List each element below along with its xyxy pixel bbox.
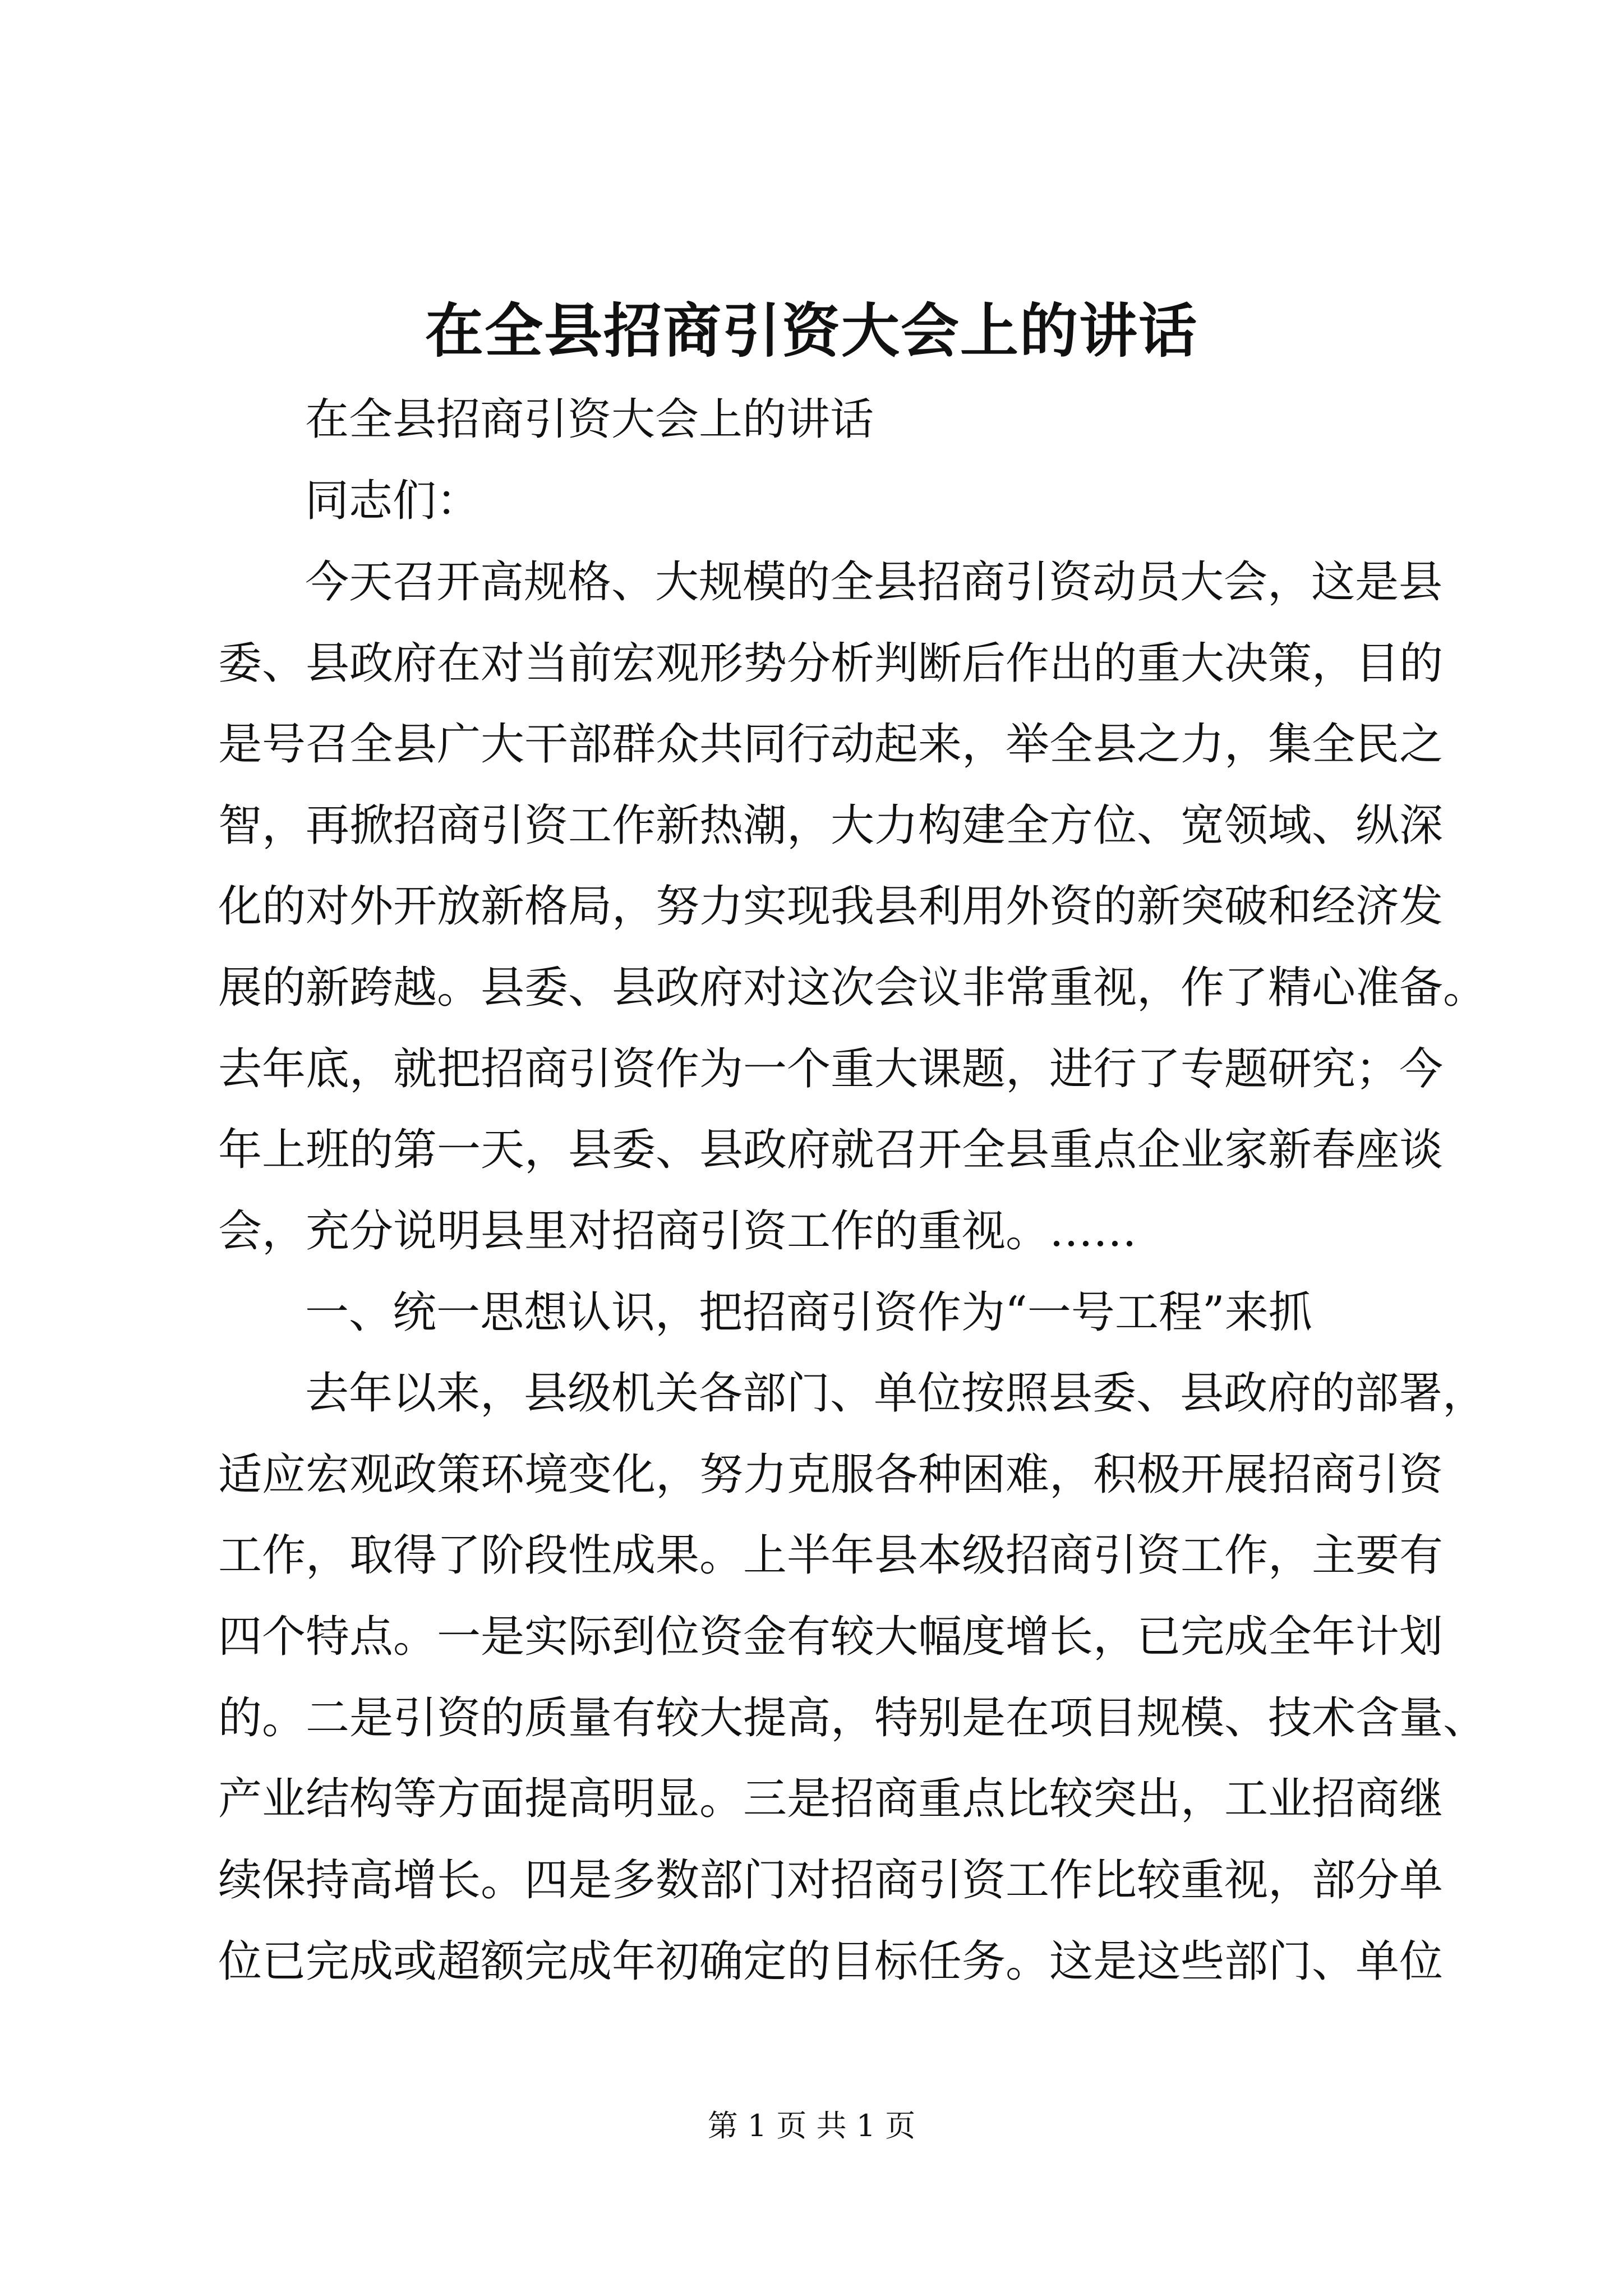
body-line: 适应宏观政策环境变化，努力克服各种困难，积极开展招商引资 xyxy=(218,1450,1444,1500)
body-line: 续保持高增长。四是多数部门对招商引资工作比较重视，部分单 xyxy=(218,1855,1444,1906)
section-heading: 一、统一思想认识，把招商引资作为“一号工程”来抓 xyxy=(305,1287,1312,1338)
body-line: 在全县招商引资大会上的讲话 xyxy=(305,394,874,445)
body-line: 委、县政府在对当前宏观形势分析判断后作出的重大决策，目的 xyxy=(218,638,1444,689)
page-footer: 第 1 页 共 1 页 xyxy=(707,2108,916,2143)
document-title: 在全县招商引资大会上的讲话 xyxy=(425,296,1198,365)
body-line: 去年底，就把招商引资作为一个重大课题，进行了专题研究；今 xyxy=(218,1044,1444,1094)
body-line: 展的新跨越。县委、县政府对这次会议非常重视，作了精心准备。 xyxy=(218,963,1487,1013)
body-line: 年上班的第一天，县委、县政府就召开全县重点企业家新春座谈 xyxy=(218,1125,1444,1175)
body-line: 工作，取得了阶段性成果。上半年县本级招商引资工作，主要有 xyxy=(218,1530,1444,1581)
body-line: 去年以来，县级机关各部门、单位按照县委、县政府的部署， xyxy=(305,1368,1487,1419)
body-line: 位已完成或超额完成年初确定的目标任务。这是这些部门、单位 xyxy=(218,1936,1444,1987)
body-line: 同志们： xyxy=(305,476,481,526)
body-line: 会，充分说明县里对招商引资工作的重视。…… xyxy=(218,1206,1137,1257)
body-line: 智，再掀招商引资工作新热潮，大力构建全方位、宽领域、纵深 xyxy=(218,800,1444,851)
body-line: 四个特点。一是实际到位资金有较大幅度增长，已完成全年计划 xyxy=(218,1612,1444,1662)
body-line: 的。二是引资的质量有较大提高，特别是在项目规模、技术含量、 xyxy=(218,1693,1487,1743)
body-line: 是号召全县广大干部群众共同行动起来，举全县之力，集全民之 xyxy=(218,719,1444,770)
body-line: 化的对外开放新格局，努力实现我县利用外资的新突破和经济发 xyxy=(218,881,1444,932)
body-line: 今天召开高规格、大规模的全县招商引资动员大会，这是县 xyxy=(305,557,1443,608)
body-line: 产业结构等方面提高明显。三是招商重点比较突出，工业招商继 xyxy=(218,1774,1444,1824)
